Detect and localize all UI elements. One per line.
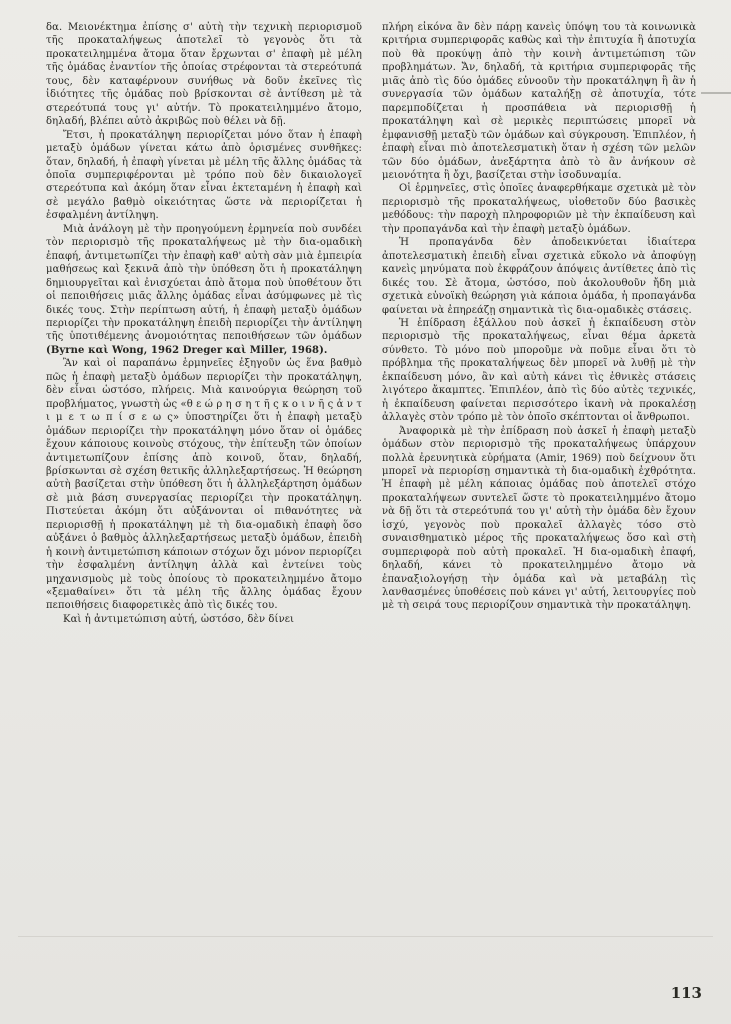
paragraph bbox=[46, 223, 362, 358]
paragraph-text: Μιὰ ἀνάλογη μὲ τὴν προηγούμενη ἑρμηνεία ποὺ συνδέει τὸν περιορισμὸ τῆς προκαταλήψεως μὲ τὴν δια-ομαδικὴ ἐπαφή, ἀντιμετωπίζει τὴν ἐπαφὴ καθ' αὑτὴ σὰν μιὰ ἐμπειρία μαθήσεως καὶ ξεκινᾶ ἀπὸ τὴν ὑπόθεση ὅτι ἡ προκατάληψη δημιουργεῖται καὶ ἐνισχύεται ἀπὸ ἄτομα ποὺ ὑποθέτουν ὅτι οἱ πεποιθήσεις μιᾶς ἄλλης ὁμάδας εἶναι ἀσύμφωνες μὲ τὶς δικές τους. Στὴν περίπτωση αὐτή, ἡ ἐπαφὴ μεταξὺ ὁμάδων περιορίζει τὴν προκατάληψη ἐπειδὴ περιορίζει τὴν ἀντίληψη τῆς ὑποτιθέμενης ἀνομοιότητας πεποιθήσεων τῶν ὁμάδων bbox=[46, 223, 362, 343]
citation: (Byrne καὶ Wong, 1962 Dreger καὶ Miller, 1968). bbox=[46, 344, 328, 356]
scan-artifact-line bbox=[18, 936, 713, 937]
right-column bbox=[382, 21, 696, 613]
paragraph-continuation: δα. Μειονέκτημα ἐπίσης σ' αὐτὴ τὴν τεχνικὴ περιορισμοῦ τῆς προκαταλήψεως ἀποτελεῖ τὸ γεγονὸς ὅτι τὰ προκατειλημμένα ἄτομα ὅταν ἔρχωνται σ' ἐπαφὴ μὲ μέλη τῆς ὁμάδας ἐναντίον τῆς ὁποίας στρέφονται τὰ στερεότυπά τους, δὲν καταφέρνουν συνήθως νὰ δοῦν ἐκεῖνες τὶς ἰδιότητες τῆς ὁμάδας ποὺ βρίσκονται σὲ ἀντίθεση μὲ τὰ στερεότυπά τους γι' αὐτήν. Τὸ προκατειλημμένο ἄτομο, δηλαδή, βλέπει αὐτὸ ἀκριβῶς ποὺ θέλει νὰ δῇ. bbox=[46, 22, 362, 128]
page-number: 113 bbox=[670, 984, 702, 1002]
left-column bbox=[46, 21, 362, 626]
paragraph: Ἡ προπαγάνδα δὲν ἀποδεικνύεται ἰδιαίτερα ἀποτελεσματικὴ ἐπειδὴ εἶναι σχετικὰ εὔκολο νὰ ἀποφύγῃ κανεὶς μηνύματα ποὺ ἐκφράζουν ἀπόψεις ἀντίθετες ἀπὸ τὶς δικές του. Σὲ ἄτομα, ὡστόσο, ποὺ ἀκολουθοῦν ἤδη μιὰ σχετικὰ εὐνοϊκὴ θεώρηση γιὰ κάποια ὁμάδα, ἡ προπαγάνδα φαίνεται νὰ ἐπηρεάζῃ σημαντικὰ τὶς δια-ομαδικὲς στάσεις. bbox=[382, 237, 696, 316]
scan-artifact-line bbox=[701, 92, 731, 94]
paragraph-continuation: πλήρη εἰκόνα ἂν δὲν πάρῃ κανεὶς ὑπόψη του τὰ κοινωνικὰ κριτήρια συμπεριφορᾶς καθὼς καὶ τὴν ἐπιτυχία ἢ ἀποτυχία ποὺ θὰ προκύψῃ ἀπὸ τὴν κοινὴ ἀντιμετώπιση τῶν προβλημάτων. Ἄν, δηλαδή, τὰ κριτήρια συμπεριφορᾶς τῆς μιᾶς ἀπὸ τὶς δύο ὁμάδες εὐνοοῦν τὴν προκατάληψη ἢ ἂν ἡ συνεργασία τῶν ὁμάδων καταλήξῃ σὲ ἀποτυχία, τότε παρεμποδίζεται ἡ προσπάθεια νὰ περιορισθῇ ἡ προκατάληψη καὶ σὲ μερικὲς περιπτώσεις μπορεῖ νὰ ἐμφανισθῇ μεταξὺ τῶν ὁμάδων καὶ σύγκρουση. Ἐπιπλέον, ἡ ἐπαφὴ εἶναι πιὸ ἀποτελεσματικὴ ὅταν ἡ σχέση τῶν μελῶν τῶν δύο ὁμάδων, ἀνεξάρτητα ἀπὸ τὸ ἂν ἀνήκουν σὲ μειονότητα ἢ ὄχι, βασίζεται στὴν ἰσοδυναμία. bbox=[382, 22, 696, 181]
paragraph: Ἂν καὶ οἱ παραπάνω ἑρμηνεῖες ἐξηγοῦν ὡς ἕνα βαθμὸ πῶς ἡ ἐπαφὴ μεταξὺ ὁμάδων περιορίζει τὴν προκατάληψη, δὲν εἶναι ὡστόσο, πλήρεις. Μιὰ καινούργια θεώρηση τοῦ προβλήματος, γνωστὴ ὡς «θ ε ώ ρ η σ η τ ῆ ς κ ο ι ν ῆ ς ἀ ν τ ι μ ε τ ω π ί σ ε ω ς» ὑποστηρίζει ὅτι ἡ ἐπαφὴ μεταξὺ ὁμάδων περιορίζει τὴν προκατάληψη μόνο ὅταν οἱ ὁμάδες ἔχουν κάποιους κοινοὺς στόχους, τὴν ἐπίτευξη τῶν ὁποίων ἀντιμετωπίζουν ἐπίσης ἀπὸ κοινοῦ, ὅταν, δηλαδή, βρίσκωνται σὲ σχέση θετικῆς ἀλληλεξαρτήσεως. Ἡ θεώρηση αὐτὴ βασίζεται στὴν ὑπόθεση ὅτι ἡ ἀλληλεξάρτηση ὁμάδων σὲ μιὰ βάση συνεργασίας περιορίζει τὴν προκατάληψη. Πιστεύεται ἀκόμη ὅτι αὐξάνονται οἱ πιθανότητες νὰ περιορισθῇ ἡ προκατάληψη μὲ τὴ δια-ομαδικὴ ἐπαφὴ ὅσο αὐξάνει ὁ βαθμὸς ἀλληλεξαρτήσεως μεταξὺ ὁμάδων, ἐπειδὴ ἡ κοινὴ ἀντιμετώπιση κάποιων στόχων ὄχι μόνον περιορίζει τὴν ἐσφαλμένη ἀντίληψη ἀλλὰ καὶ ἐντείνει τοὺς μηχανισμοὺς μὲ τοὺς ὁποίους τὸ προκατειλημμένο ἄτομο «ξεμαθαίνει» ὅτι τὰ μέλη τῆς ἄλλης ὁμάδας ἔχουν πεποιθήσεις διαφορετικὲς ἀπὸ τὶς δικές του. bbox=[46, 358, 362, 612]
paragraph: Οἱ ἑρμηνεῖες, στὶς ὁποῖες ἀναφερθήκαμε σχετικὰ μὲ τὸν περιορισμὸ τῆς προκαταλήψεως, υἱοθετοῦν δύο βασικὲς μεθόδους: τὴν παροχὴ πληροφοριῶν μὲ τὴν ἐκπαίδευση καὶ τὴν προπαγάνδα καὶ τὴν ἐπαφὴ μεταξὺ ὁμάδων. bbox=[382, 183, 696, 235]
paragraph: Ἀναφορικὰ μὲ τὴν ἐπίδραση ποὺ ἀσκεῖ ἡ ἐπαφὴ μεταξὺ ὁμάδων στὸν περιορισμὸ τῆς προκαταλήψεως ὑπάρχουν πολλὰ ἐρευνητικὰ εὑρήματα (Amir, 1969) ποὺ δείχνουν ὅτι μπορεῖ νὰ περιορίσῃ σημαντικὰ τὴ δια-ομαδικὴ ἐχθρότητα. Ἡ ἐπαφὴ μὲ μέλη κάποιας ὁμάδας ποὺ ἀποτελεῖ στόχο προκαταλήψεων συντελεῖ ὥστε τὸ προκατειλημμένο ἄτομο νὰ δῇ ὅτι τὰ στερεότυπά του γι' αὐτὴ τὴν ὁμάδα δὲν ἔχουν ἰσχύ, γεγονὸς ποὺ προκαλεῖ ἀλλαγὲς τόσο στὸ συναισθηματικὸ μέρος τῆς προκαταλήψεως ὅσο καὶ στὴ συμπεριφορὰ ποὺ αὐτὴ προκαλεῖ. Ἡ δια-ομαδικὴ ἐπαφή, δηλαδή, κάνει τὸ προκατειλημμένο ἄτομο νὰ ἐπαναξιολογήσῃ τὴν ὁμάδα καὶ νὰ μεταβάλῃ τὶς λανθασμένες ὑποθέσεις ποὺ κάνει γι' αὐτή, λειτουργίες ποὺ μὲ τὴ σειρά τους περιορίζουν σημαντικὰ τὴν προκατάληψη. bbox=[382, 425, 696, 612]
paragraph: Ἡ ἐπίδραση ἐξάλλου ποὺ ἀσκεῖ ἡ ἐκπαίδευση στὸν περιορισμὸ τῆς προκαταλήψεως, εἶναι θέμα ἀρκετὰ σύνθετο. Τὸ μόνο ποὺ μποροῦμε νὰ ποῦμε εἶναι ὅτι τὸ πρόβλημα τῆς προκαταλήψεως δὲν μπορεῖ νὰ λυθῇ μὲ τὴν ἐκπαίδευση μόνο, ἂν καὶ αὐτὴ κάνει τὶς ἐθνικὲς στάσεις λιγότερο ἄκαμπτες. Ἐπιπλέον, ἀπὸ τὶς δύο αὐτὲς τεχνικές, ἡ ἐκπαίδευση φαίνεται περισσότερο ἱκανὴ νὰ προκαλέσῃ ἀλλαγὲς στὸν τρόπο μὲ τὸν ὁποῖο σκέπτονται οἱ ἄνθρωποι. bbox=[382, 317, 696, 424]
paragraph: Καὶ ἡ ἀντιμετώπιση αὐτή, ὡστόσο, δὲν δίνει bbox=[63, 613, 295, 625]
paragraph: Ἔτσι, ἡ προκατάληψη περιορίζεται μόνο ὅταν ἡ ἐπαφὴ μεταξὺ ὁμάδων γίνεται κάτω ἀπὸ ὁρισμένες συνθῆκες: ὅταν, δηλαδή, ἡ ἐπαφὴ γίνεται μὲ μέλη τῆς ἄλλης ὁμάδας τὰ ὁποῖα συμπεριφέρονται μὲ τρόπο ποὺ δὲν δικαιολογεῖ στερεότυπα καὶ ἀκόμη ὅταν εἶναι ἐκτεταμένη ἡ ἐπαφὴ καὶ σὲ μεγάλο βαθμὸ οἰκειότητας ὥστε νὰ περιορίζεται ἡ ἐσφαλμένη ἀντίληψη. bbox=[46, 129, 362, 222]
